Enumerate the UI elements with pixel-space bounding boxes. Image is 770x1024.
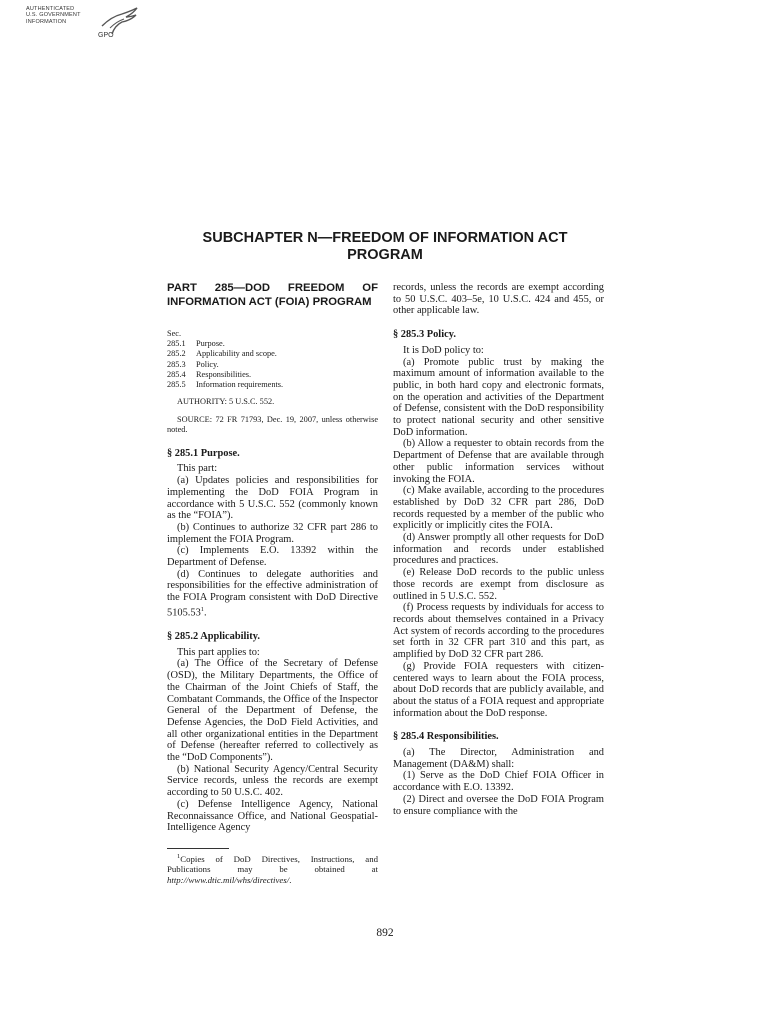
logo-line: AUTHENTICATED bbox=[26, 6, 75, 12]
toc-num: 285.5 bbox=[167, 380, 186, 390]
toc-title: Information requirements. bbox=[196, 380, 284, 390]
eagle-icon bbox=[100, 6, 140, 38]
paragraph: (b) Allow a requester to obtain records from the Department of Defense that are available through other public information services without invoking the FOIA. bbox=[393, 438, 604, 485]
paragraph: (a) Promote public trust by making the maximum amount of information available to the public, in both hard copy and electronic formats, on the operation and activities of the Department of Defense, consistent with the DoD responsibility to protect national security and other sensitive DoD information. bbox=[393, 356, 604, 438]
footnote-divider bbox=[167, 848, 229, 849]
paragraph: (c) Make available, according to the procedures established by DoD 32 CFR part 286, DoD records requested by a member of the public who explicitly or implicitly cites the FOIA. bbox=[393, 485, 604, 532]
section-heading-285-2: § 285.2 Applicability. bbox=[167, 631, 260, 643]
footnote-reference: 1 bbox=[200, 605, 205, 613]
paragraph: (2) Direct and oversee the DoD FOIA Program to ensure compliance with the bbox=[393, 793, 604, 817]
section-heading-285-3: § 285.3 Policy. bbox=[393, 329, 456, 341]
subchapter-title: SUBCHAPTER N—FREEDOM OF INFORMATION ACT PROGRAM bbox=[202, 230, 568, 263]
part-title: PART 285—DOD FREEDOM OF INFORMATION ACT (FOIA) PROGRAM bbox=[167, 282, 378, 308]
paragraph-text: (d) Continues to delegate authorities and responsibilities for the effective administration of the FOIA Program consistent with DoD Directive 5105.53 bbox=[167, 568, 378, 619]
paragraph: (a) The Office of the Secretary of Defense (OSD), the Military Departments, the Office of the Chairman of the Joint Chiefs of Staff, the Combatant Commands, the Office of the Inspector General of the Department of Defense, the Defense Agencies, the DoD Field Activities, and all other organizational entities in the Department of Defense (hereafter referred to collectively as the “DoD Components”). bbox=[167, 658, 378, 764]
paragraph-with-footnote bbox=[167, 569, 378, 619]
toc-entry bbox=[167, 370, 378, 380]
authority-note bbox=[167, 397, 378, 408]
toc-title: Purpose. bbox=[196, 339, 225, 349]
source-note bbox=[167, 415, 378, 436]
source-text: 72 FR 71793, Dec. 19, 2007, unless otherwise noted. bbox=[167, 414, 378, 435]
paragraph-end: . bbox=[204, 607, 207, 619]
paragraph: (f) Process requests by individuals for access to records about themselves contained in a Privacy Act system of records according to the procedures set forth in 32 CFR part 310 and this part, as amplified by DoD 32 CFR part 286. bbox=[393, 602, 604, 661]
paragraph: (b) Continues to authorize 32 CFR part 286 to implement the FOIA Program. bbox=[167, 521, 378, 545]
toc-entry bbox=[167, 339, 378, 349]
authority-text: 5 U.S.C. 552. bbox=[226, 397, 275, 407]
toc-num: 285.1 bbox=[167, 339, 186, 349]
footnote bbox=[167, 852, 378, 885]
logo-gpo-text: GPO bbox=[98, 32, 114, 39]
toc-title: Policy. bbox=[196, 359, 219, 369]
page-number: 892 bbox=[376, 927, 394, 939]
toc-title: Responsibilities. bbox=[196, 369, 252, 379]
logo-line: INFORMATION bbox=[26, 18, 67, 25]
toc-num: 285.3 bbox=[167, 359, 186, 369]
paragraph: (1) Serve as the DoD Chief FOIA Officer in accordance with E.O. 13392. bbox=[393, 770, 604, 794]
footnote-mark: 1 bbox=[177, 852, 181, 860]
right-column bbox=[393, 282, 604, 817]
section-heading-285-1: § 285.1 Purpose. bbox=[167, 447, 240, 459]
toc-num: 285.4 bbox=[167, 369, 186, 379]
paragraph: (d) Answer promptly all other requests for DoD information and records under established procedures and practices. bbox=[393, 532, 604, 567]
footnote-text: Copies of DoD Directives, Instructions, and Publications may be obtained at bbox=[167, 853, 378, 875]
toc-entry bbox=[167, 349, 378, 359]
authority-label: AUTHORITY: bbox=[177, 397, 227, 407]
paragraph: (a) The Director, Administration and Management (DA&M) shall: bbox=[393, 747, 604, 770]
paragraph: This part: bbox=[177, 463, 218, 475]
section-heading-285-4: § 285.4 Responsibilities. bbox=[393, 731, 499, 743]
paragraph-continued: records, unless the records are exempt according to 50 U.S.C. 403–5e, 10 U.S.C. 424 and 455, or other applicable law. bbox=[393, 282, 604, 317]
paragraph: (a) Updates policies and responsibilities for implementing the DoD FOIA Program in accordance with 5 U.S.C. 552 (commonly known as the “FOIA”). bbox=[167, 475, 378, 522]
left-column bbox=[167, 282, 378, 885]
paragraph: (c) Implements E.O. 13392 within the Department of Defense. bbox=[167, 545, 378, 569]
paragraph: This part applies to: bbox=[177, 646, 260, 658]
paragraph: (e) Release DoD records to the public unless those records are exempt from disclosure as outlined in 5 U.S.C. 552. bbox=[393, 567, 604, 602]
paragraph: It is DoD policy to: bbox=[403, 344, 484, 356]
paragraph: (c) Defense Intelligence Agency, National Reconnaissance Office, and National Geospatial-Intelligence Agency bbox=[167, 798, 378, 834]
paragraph: (b) National Security Agency/Central Security Service records, unless the records are exempt according to 50 U.S.C. 402. bbox=[167, 763, 378, 799]
toc-title: Applicability and scope. bbox=[196, 349, 277, 359]
source-label: SOURCE: bbox=[177, 414, 213, 424]
toc-entry bbox=[167, 380, 378, 390]
paragraph: (g) Provide FOIA requesters with citizen-centered ways to learn about the FOIA process, about DoD records that are publicly available, and about the status of a FOIA request and appropriate information about the DoD response. bbox=[393, 660, 604, 719]
authenticated-gpo-logo bbox=[26, 6, 142, 46]
footnote-end: . bbox=[289, 874, 292, 885]
sec-label: Sec. bbox=[167, 329, 182, 338]
toc-entry bbox=[167, 360, 378, 370]
footnote-url[interactable]: http://www.dtic.mil/whs/directives/ bbox=[167, 874, 290, 885]
toc-num: 285.2 bbox=[167, 349, 186, 359]
table-of-contents bbox=[167, 329, 378, 390]
logo-line: U.S. GOVERNMENT bbox=[26, 12, 81, 19]
